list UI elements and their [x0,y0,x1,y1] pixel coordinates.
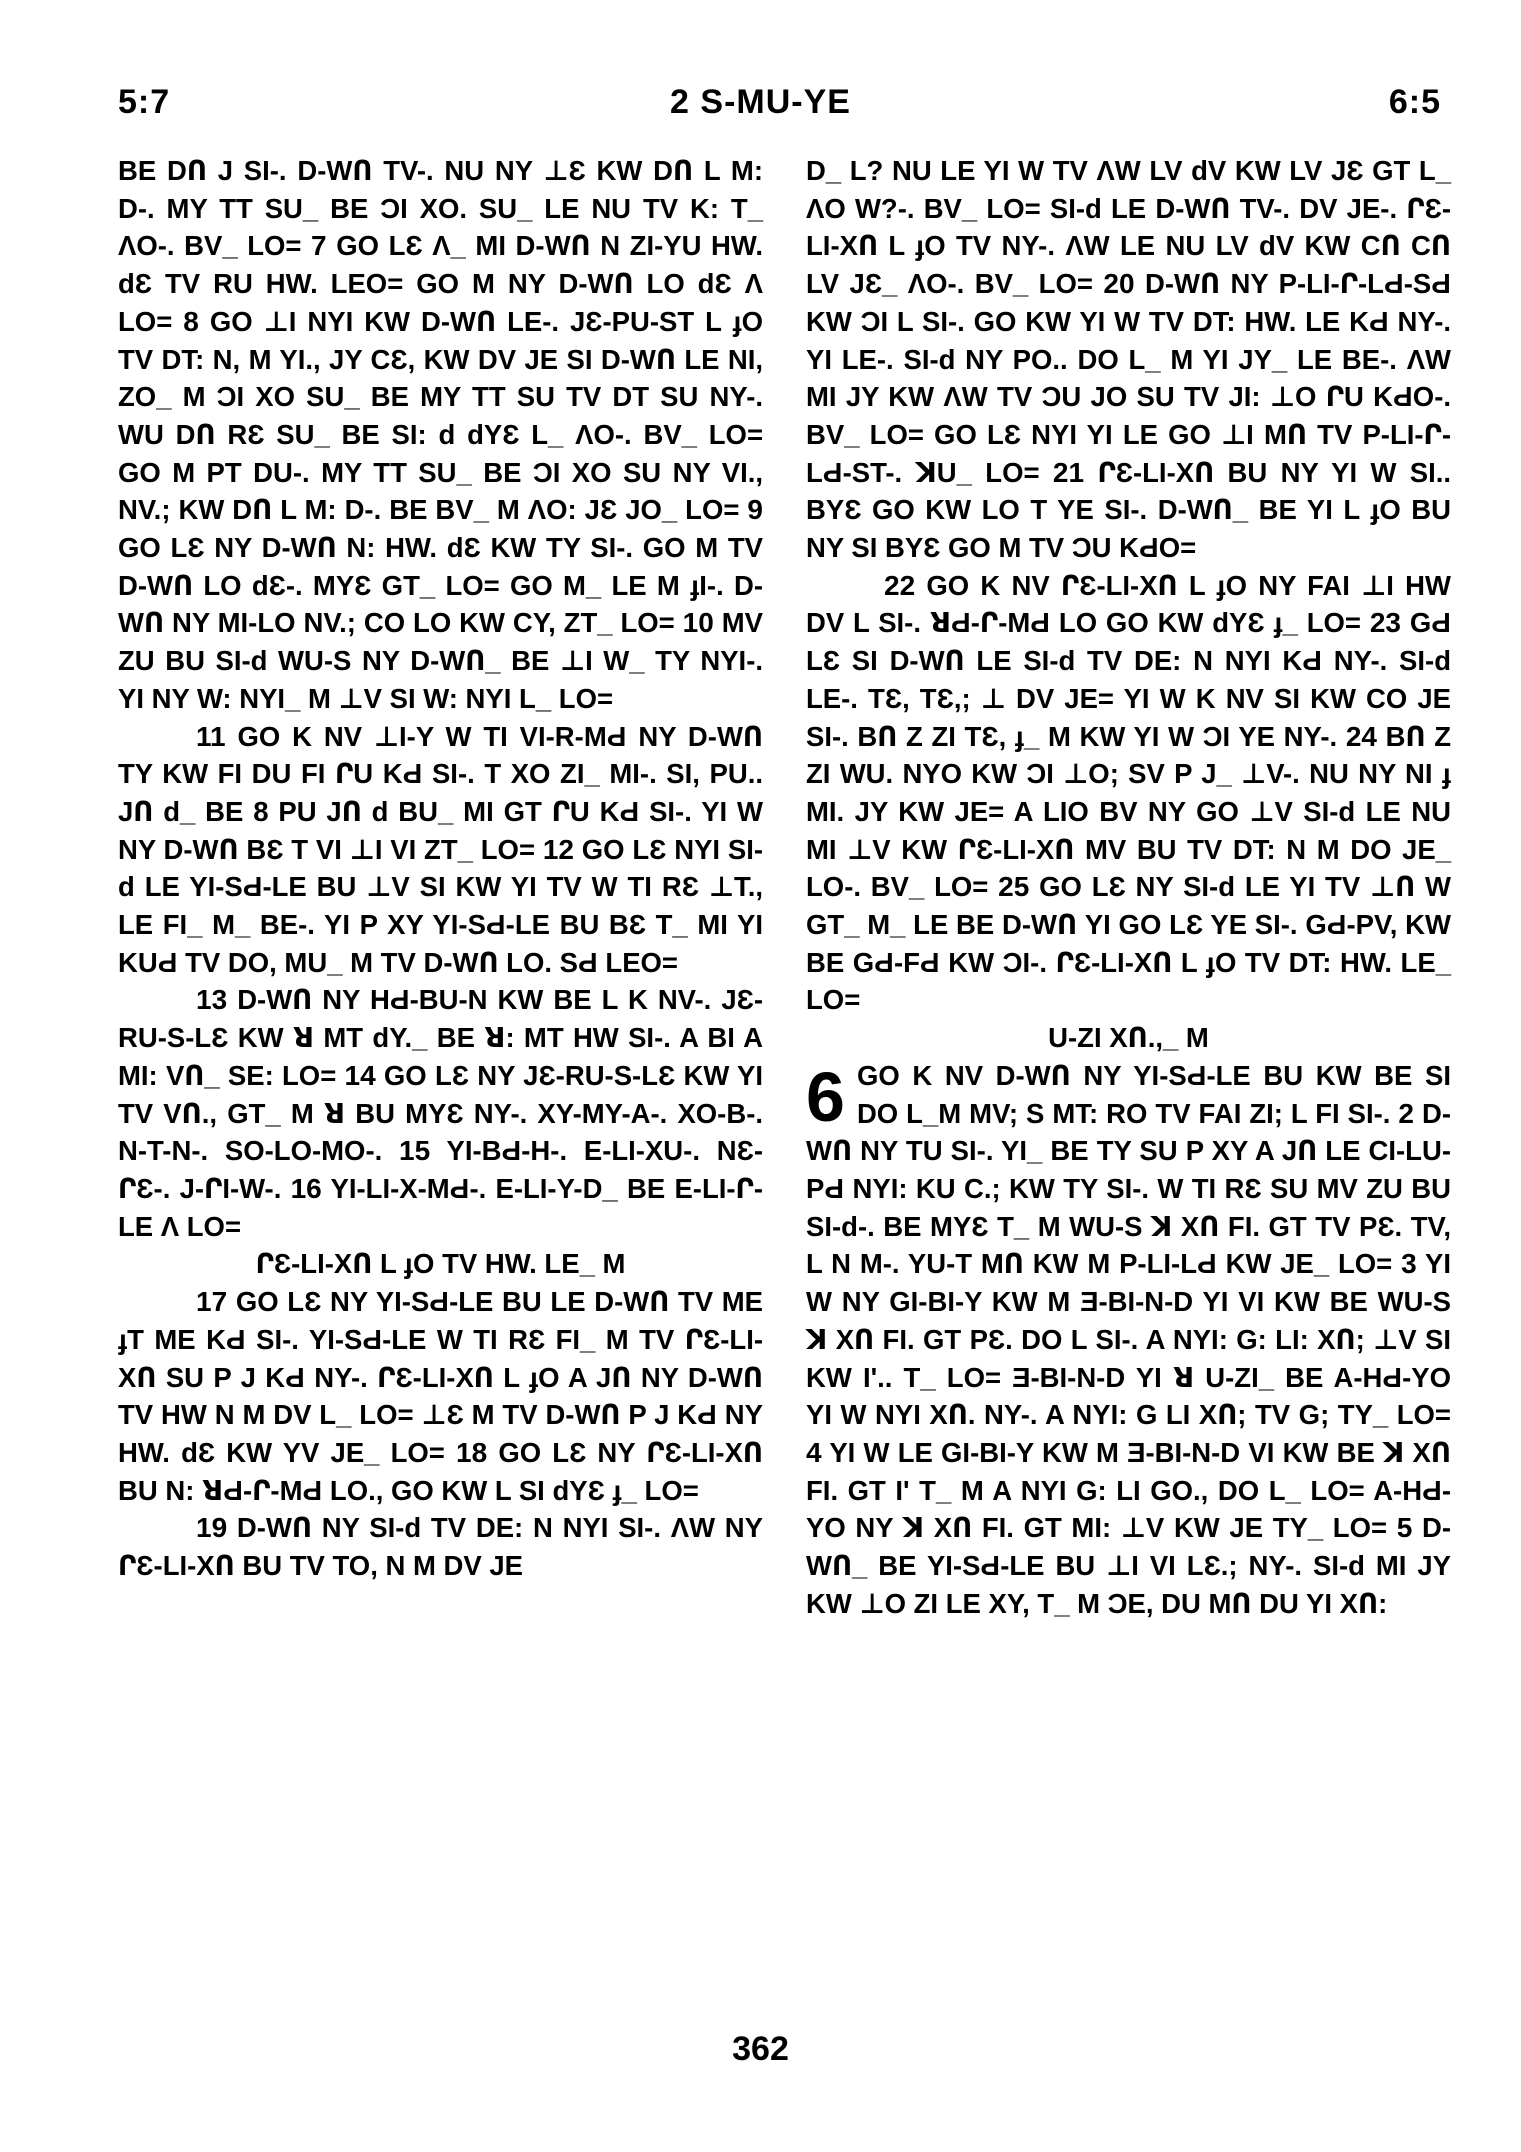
paragraph [806,567,1451,1019]
paragraph [118,152,763,718]
text-run: BՈ Z ZI WU. NYO KW ƆI ⊥O; SV P J_ ⊥V-. NU NY NI ɟ MI. JY KW JE= A LIO BV NY GO ⊥V SI-d LE NU MI ⊥V KW ՐƐ-LI-XՈ MV BU TV DT: N M DO JE_ LO-. BV_ LO= [806,720,1452,903]
paragraph [806,152,1451,567]
section-heading: U-ZI XՈ.,_ M [1048,1022,1209,1054]
left-column [118,152,763,1585]
paragraph [118,1283,763,1509]
verse-number: 15 [399,1135,431,1167]
paragraph [118,981,763,1245]
text-run: GO LƐ NY JƐ-RU-S-LƐ KW YI TV VՈ., GT_ M ꓤ BU MYƐ NY-. XY-MY-A-. XO-B-. N-T-N-. SO-LO-MO-. [118,1059,764,1167]
text-run: D-WՈ NY HԀ-BU-N KW BE L K NV-. JƐ-RU-S-LƐ KW ꓤ MT dY._ BE ꓤ: MT HW SI-. A BI A MI: VՈ_ SE: LO= [118,984,764,1091]
paragraph [118,718,763,982]
text-run: D-WՈ_ BE YI-SԀ-LE BU ⊥I VI LƐ.; NY-. SI-d MI JY KW ⊥O ZI LE XY, T_ M ƆE, DU MՈ DU YI XՈ: [806,1512,1452,1619]
verse-number: 25 [998,871,1030,903]
text-run: GO LƐ NYI SI-d LE YI-SԀ-LE BU ⊥V SI KW YI TV W TI RƐ ⊥T., LE FI_ M_ BE-. YI P XY YI-SԀ-LE BU BƐ T_ MI YI KUԀ TV DO, MU_ M TV D-WՈ LO. SԀ LEO= [118,833,764,978]
verse-number: 5 [1396,1512,1413,1544]
text-run: GO ⊥I NYI KW D-WՈ LE-. JƐ-PU-ST L ɟO TV DT: N, M YI., JY CƐ, KW DV JE SI D-WՈ LE NI, ZO_ M ƆI XO SU_ BE MY TT SU TV DT SU NY-. WU DՈ RƐ SU_ BE SI: d dYƐ L_ ΛO-. BV_ LO= GO M PT DU-. MY TT SU_ BE ƆI XO SU NY VI., NV.; KW DՈ L M: D-. BE BV_ M ΛO: JƐ JO_ LO= [118,305,764,526]
verse-number: 17 [196,1286,228,1318]
verse-number: 16 [290,1172,322,1204]
running-head-right: 6:5 [1388,83,1441,121]
verse-number: 20 [1103,268,1135,300]
text-run: GO LƐ NY D-WՈ N: HW. dƐ KW TY SI-. GO M TV D-WՈ LO dƐ-. MYƐ GT_ LO= GO M_ LE M ɟI-. D-WՈ NY MI-LO NV.; CO LO KW CY, ZT_ LO= [118,532,763,639]
text-run: D-WՈ NY TU SI-. YI_ BE TY SU P XY A JՈ LE CI-LU-PԀ NYI: KU C.; KW TY SI-. W TI RƐ SU MV ZU BU SI-d-. BE MYƐ T_ M WU-S ꓘ XՈ FI. GT TV PƐ. TV, L N M-. YU-T MՈ KW M P-LI-LԀ KW JE_ LO= [806,1097,1452,1280]
text-run: GO LƐ Λ_ MI D-WՈ N ZI-YU HW. dƐ TV RU HW. LEO= GO M NY D-WՈ LO dƐ Λ LO= [118,230,763,337]
text-run: MV ZU BU SI-d WU-S NY D-WՈ_ BE ⊥I W_ TY NYI-. YI NY W: NYI_ M ⊥V SI W: NYI L_ LO= [118,607,763,714]
verse-number: 7 [311,230,327,262]
text-run: YI-BԀ-H-. E-LI-XU-. NƐ-ՐƐ-. J-ՐI-W-. [118,1135,764,1204]
text-run: GO K NV D-WՈ NY YI-SԀ-LE BU KW BE SI DO L_M MV; S MT: RO TV FAI ZI; L FI SI-. [856,1059,1451,1129]
verse-number: 13 [196,984,228,1016]
verse-number: 22 [884,569,916,601]
verse-number: 21 [1052,456,1085,488]
paragraph [806,1057,1451,1623]
verse-number: 14 [344,1059,376,1091]
text-run: D-WՈ NY SI-d TV DE: N NYI SI-. ΛW NY ՐƐ-LI-XՈ BU TV TO, N M DV JE [118,1512,763,1582]
verse-number: 23 [1369,607,1402,639]
text-run: GO LƐ NY ՐƐ-LI-XՈ BU N: ꓤԀ-Ր-MԀ LO., GO KW L SI dYƐ ɟ_ LO= [118,1436,764,1506]
text-run: GO LƐ NY YI-SԀ-LE BU LE D-WՈ TV ME ɟT ME KԀ SI-. YI-SԀ-LE W TI RƐ FI_ M TV ՐƐ-LI-XՈ SU P J KԀ NY-. ՐƐ-LI-XՈ L ɟO A JՈ NY D-WՈ TV HW N M DV L_ LO= ⊥Ɛ M TV D-WՈ P J KԀ NY HW. dƐ KW YV JE_ LO= [118,1286,764,1468]
text-run: BE DՈ J SI-. D-WՈ TV-. NU NY ⊥Ɛ KW DՈ L M: D-. MY TT SU_ BE ƆI XO. SU_ LE NU TV K: T_ ΛO-. BV_ LO= [118,155,763,262]
verse-number: 3 [1401,1248,1417,1280]
paragraph [118,1509,763,1584]
running-head-left: 5:7 [118,83,171,121]
text-run: GO K NV ⊥I-Y W TI VI-R-MԀ NY D-WՈ TY KW FI DU FI ՐU KԀ SI-. T XO ZI_ MI-. SI, PU.. JՈ d_ BE 8 PU JՈ d BU_ MI GT ՐU KԀ SI-. YI W NY D-WՈ BƐ T VI ⊥I VI ZT_ LO= [118,720,763,865]
verse-number: 4 [806,1436,822,1468]
verse-number: 11 [196,720,226,752]
text-run: D_ L? NU LE YI W TV ΛW LV dV KW LV JƐ GT L_ ΛO W?-. BV_ LO= SI-d LE D-WՈ TV-. DV JE-. ՐƐ-LI-XՈ L ɟO TV NY-. ΛW LE NU LV dV KW CՈ CՈ LV JƐ_ ΛO-. BV_ LO= [806,155,1451,300]
text-run: YI-LI-X-MԀ-. E-LI-Y-D_ BE E-LI-Ր-LE Λ LO= [118,1172,763,1242]
text-run: YI W NY GI-BI-Y KW M Ǝ-BI-N-D YI VI KW BE WU-S ꓘ XՈ FI. GT PƐ. DO L SI-. A NYI: G: LI: XՈ; ⊥V SI KW I'.. T_ LO= Ǝ-BI-N-D YI ꓤ U-ZI_ BE A-HԀ-YO YI W NYI XՈ. NY-. A NYI: G LI XՈ; TV G; TY_ LO= [806,1248,1451,1431]
verse-number: 8 [183,305,199,337]
verse-number: 12 [542,833,574,865]
verse-number: 18 [456,1436,488,1468]
verse-number: 2 [1398,1097,1414,1129]
text-run: GԀ LƐ SI D-WՈ LE SI-d TV DE: N NYI KԀ NY-. SI-d LE-. TƐ, TƐ,; ⊥ DV JE= YI W K NV SI KW CO JE SI-. BՈ Z ZI TƐ, ɟ_ M KW YI W ƆI YE NY-. [806,607,1452,752]
section-heading: ՐƐ-LI-XՈ L ɟO TV HW. LE_ M [255,1248,626,1280]
text-run: YI W LE GI-BI-Y KW M Ǝ-BI-N-D VI KW BE ꓘ XՈ FI. GT I' T_ M A NYI G: LI GO., DO L_ LO= A-HԀ-YO NY ꓘ XՈ FI. GT MI: ⊥V KW JE TY_ LO= [806,1436,1451,1544]
chapter-number: 6 [806,1057,845,1136]
verse-number: 9 [747,494,763,526]
running-head-title: 2 S-MU-YE [670,83,851,121]
text-run: D-WՈ NY P-LI-Ր-LԀ-SԀ KW ƆI L SI-. GO KW YI W TV DT: HW. LE KԀ NY-. YI LE-. SI-d NY PO.. DO L_ M YI JY_ LE BE-. ΛW MI JY KW ΛW TV ƆU JO SU TV JI: ⊥O ՐU KԀO-. BV_ LO= GO LƐ NYI YI LE GO ⊥I MՈ TV P-LI-Ր-LԀ-ST-. ꓘU_ LO= [806,268,1452,488]
page-number: 362 [732,2030,789,2068]
text-run: GO LƐ NY SI-d LE YI TV ⊥Ո W GT_ M_ LE BE D-WՈ YI GO LƐ YE SI-. GԀ-PV, KW BE GԀ-FԀ KW ƆI-. ՐƐ-LI-XՈ L ɟO TV DT: HW. LE_ LO= [806,871,1452,1016]
right-column [806,152,1451,1622]
text-run: GO K NV ՐƐ-LI-XՈ L ɟO NY FAI ⊥I HW DV L SI-. ꓤԀ-Ր-MԀ LO GO KW dYƐ ɟ_ LO= [806,569,1451,639]
verse-number: 10 [682,607,714,639]
text-run: ՐƐ-LI-XՈ BU NY YI W SI.. BYƐ GO KW LO T YE SI-. D-WՈ_ BE YI L ɟO BU NY SI BYƐ GO M TV ƆU KԀO= [806,456,1452,564]
verse-number: 24 [1345,720,1377,752]
verse-number: 19 [196,1512,228,1544]
